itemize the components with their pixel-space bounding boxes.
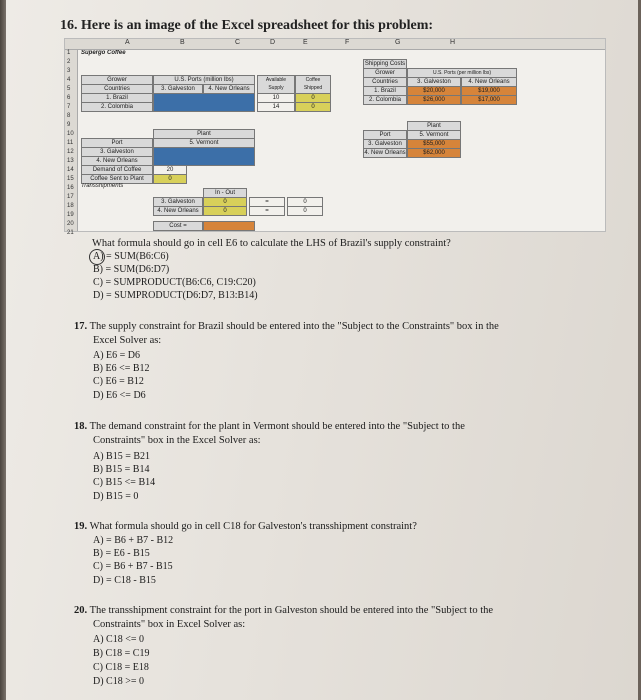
q20-number: 20. <box>74 605 88 616</box>
q19-text <box>74 520 417 533</box>
q19-option-a[interactable]: A) = B6 + B7 - B12 <box>93 535 174 546</box>
row-headers <box>65 50 78 236</box>
supply-brazil: 10 <box>257 93 295 103</box>
shipped-colombia: 0 <box>295 102 331 112</box>
country-brazil: 1. Brazil <box>81 93 153 103</box>
cost-value-cell <box>203 221 255 231</box>
q18-text-2: Constraints" box in the Excel Solver as: <box>93 435 261 446</box>
q18-option-c[interactable]: C) B15 <= B14 <box>93 477 156 488</box>
q17-text-1: The supply constraint for Brazil should be entered into the "Subject to the Constraints" box in the <box>89 321 499 332</box>
q20-text-1: The transshipment constraint for the port in Galveston should be entered into the "Subject to the <box>89 605 494 616</box>
q20-option-d[interactable]: D) C18 >= 0 <box>93 676 145 687</box>
q18-text <box>74 420 554 433</box>
cost-plant-port-galveston: 3. Galveston <box>363 139 407 149</box>
port-galveston-header: 3. Galveston <box>153 84 203 94</box>
row-18: 18 <box>67 203 74 209</box>
row-15: 15 <box>67 176 74 182</box>
cost-port-label: Port <box>363 130 407 140</box>
q19-option-d[interactable]: D) = C18 - B15 <box>93 575 156 586</box>
in-out-header: In - Out <box>203 188 247 198</box>
supply-colombia: 14 <box>257 102 295 112</box>
cost-country-brazil: 1. Brazil <box>363 86 407 96</box>
cost-grower-label: Grower <box>363 68 407 78</box>
row-7: 7 <box>67 104 71 110</box>
cost-new-orleans-vermont: $62,000 <box>407 148 461 158</box>
row-12: 12 <box>67 149 74 155</box>
plant-vermont-header: 5. Vermont <box>153 138 255 148</box>
shipped-brazil: 0 <box>295 93 331 103</box>
transshipments-label: Transshipments <box>81 183 124 189</box>
col-c: C <box>235 39 241 46</box>
plant-port-galveston: 3. Galveston <box>81 147 153 157</box>
q17-option-c[interactable]: C) E6 = B12 <box>93 376 144 387</box>
row-21: 21 <box>67 230 74 236</box>
row-11: 11 <box>67 140 74 146</box>
row-4: 4 <box>67 77 71 83</box>
row-14: 14 <box>67 167 74 173</box>
port-new-orleans-header: 4. New Orleans <box>203 84 255 94</box>
col-h: H <box>450 39 456 46</box>
plant-label: Plant <box>153 129 255 139</box>
grower-label: Grower <box>81 75 153 85</box>
cost-country-colombia: 2. Colombia <box>363 95 407 105</box>
q20-option-b[interactable]: B) C18 = C19 <box>93 648 150 659</box>
cost-brazil-galveston: $20,000 <box>407 86 461 96</box>
q17-option-a[interactable]: A) E6 = D6 <box>93 350 141 361</box>
trans-rhs-2: 0 <box>287 206 323 216</box>
row-16: 16 <box>67 185 74 191</box>
cost-countries-label: Countries <box>363 77 407 87</box>
demand-label: Demand of Coffee <box>81 165 153 175</box>
coffee-shipped-header: Coffee Shipped <box>295 75 331 94</box>
spreadsheet <box>64 38 606 236</box>
q17-number: 17. <box>74 321 88 332</box>
countries-label: Countries <box>81 84 153 94</box>
q20-text-2: Constraints" box in Excel Solver as: <box>93 619 246 630</box>
shipment-decision-cells[interactable] <box>153 93 255 112</box>
q19-option-c[interactable]: C) = B6 + B7 - B15 <box>93 561 173 572</box>
trans-new-orleans-value: 0 <box>203 206 247 216</box>
column-headers <box>65 39 605 50</box>
trans-rhs-1: 0 <box>287 197 323 207</box>
row-20: 20 <box>67 221 74 227</box>
row-5: 5 <box>67 86 71 92</box>
q19-text-1: What formula should go in cell C18 for Galveston's transshipment constraint? <box>89 521 417 532</box>
row-6: 6 <box>67 95 71 101</box>
row-13: 13 <box>67 158 74 164</box>
cost-plant-port-new-orleans: 4. New Orleans <box>364 150 406 156</box>
port-label: Port <box>81 138 153 148</box>
q17-option-b[interactable]: B) E6 <= B12 <box>93 363 150 374</box>
q18-number: 18. <box>74 421 88 432</box>
q20-option-c[interactable]: C) C18 = E18 <box>93 662 149 673</box>
col-b: B <box>180 39 185 46</box>
cost-brazil-new-orleans: $19,000 <box>461 86 517 96</box>
plant-decision-cells[interactable] <box>153 147 255 166</box>
q16-option-d[interactable]: D) = SUMPRODUCT(D6:D7, B13:B14) <box>93 290 258 301</box>
us-ports-label: U.S. Ports (million lbs) <box>153 75 255 85</box>
demand-value: 20 <box>153 165 187 175</box>
country-colombia: 2. Colombia <box>81 102 153 112</box>
row-9: 9 <box>67 122 71 128</box>
cost-plant-vermont: 5. Vermont <box>407 130 461 140</box>
row-8: 8 <box>67 113 71 119</box>
q18-option-a[interactable]: A) B15 = B21 <box>93 451 151 462</box>
sent-value: 0 <box>153 174 187 184</box>
q19-number: 19. <box>74 521 88 532</box>
row-1: 1 <box>67 50 71 56</box>
q16-option-b[interactable]: B) = SUM(D6:D7) <box>93 264 170 275</box>
row-3: 3 <box>67 68 71 74</box>
cost-colombia-new-orleans: $17,000 <box>461 95 517 105</box>
q19-option-b[interactable]: B) = E6 - B15 <box>93 548 150 559</box>
trans-eq-2: = <box>249 206 285 216</box>
shipping-costs-header: Shipping Costs <box>364 61 406 67</box>
cost-label: Cost = <box>153 221 203 231</box>
q17-option-d[interactable]: D) E6 <= D6 <box>93 390 146 401</box>
q18-text-1: The demand constraint for the plant in Vermont should be entered into the "Subject to the <box>89 421 465 432</box>
trans-eq-1: = <box>249 197 285 207</box>
col-f: F <box>345 39 350 46</box>
q20-option-a[interactable]: A) C18 <= 0 <box>93 634 145 645</box>
cost-plant-label: Plant <box>407 121 461 131</box>
row-10: 10 <box>67 131 74 137</box>
cost-port-new-orleans: 4. New Orleans <box>461 77 517 87</box>
cost-colombia-galveston: $26,000 <box>407 95 461 105</box>
q16-option-a[interactable]: A) = SUM(B6:C6) <box>93 251 169 262</box>
row-19: 19 <box>67 212 74 218</box>
cost-galveston-vermont: $55,000 <box>407 139 461 149</box>
q20-text <box>74 604 554 617</box>
row-17: 17 <box>67 194 74 200</box>
row-2: 2 <box>67 59 71 65</box>
col-d: D <box>270 39 276 46</box>
q17-text-2: Excel Solver as: <box>93 335 162 346</box>
cost-port-galveston: 3. Galveston <box>407 77 461 87</box>
q18-option-d[interactable]: D) B15 = 0 <box>93 491 139 502</box>
plant-port-new-orleans: 4. New Orleans <box>81 156 153 166</box>
trans-galveston-value: 0 <box>203 197 247 207</box>
company-name: Supergo Coffee <box>81 50 126 56</box>
col-g: G <box>395 39 401 46</box>
q16-text: What formula should go in cell E6 to calculate the LHS of Brazil's supply constraint? <box>92 238 451 249</box>
q17-text <box>74 320 554 333</box>
question-16-title: 16. Here is an image of the Excel spreadsheet for this problem: <box>60 18 434 33</box>
col-a: A <box>125 39 130 46</box>
trans-galveston: 3. Galveston <box>153 197 203 207</box>
coffee-sent-label: Coffee Sent to Plant <box>81 174 153 184</box>
trans-new-orleans: 4. New Orleans <box>153 206 203 216</box>
q18-option-b[interactable]: B) B15 = B14 <box>93 464 150 475</box>
cost-us-ports-header: U.S. Ports (per million lbs) <box>407 68 517 78</box>
q16-option-c[interactable]: C) = SUMPRODUCT(B6:C6, C19:C20) <box>93 277 256 288</box>
col-e: E <box>303 39 308 46</box>
available-supply-header: Available Supply <box>257 75 295 94</box>
